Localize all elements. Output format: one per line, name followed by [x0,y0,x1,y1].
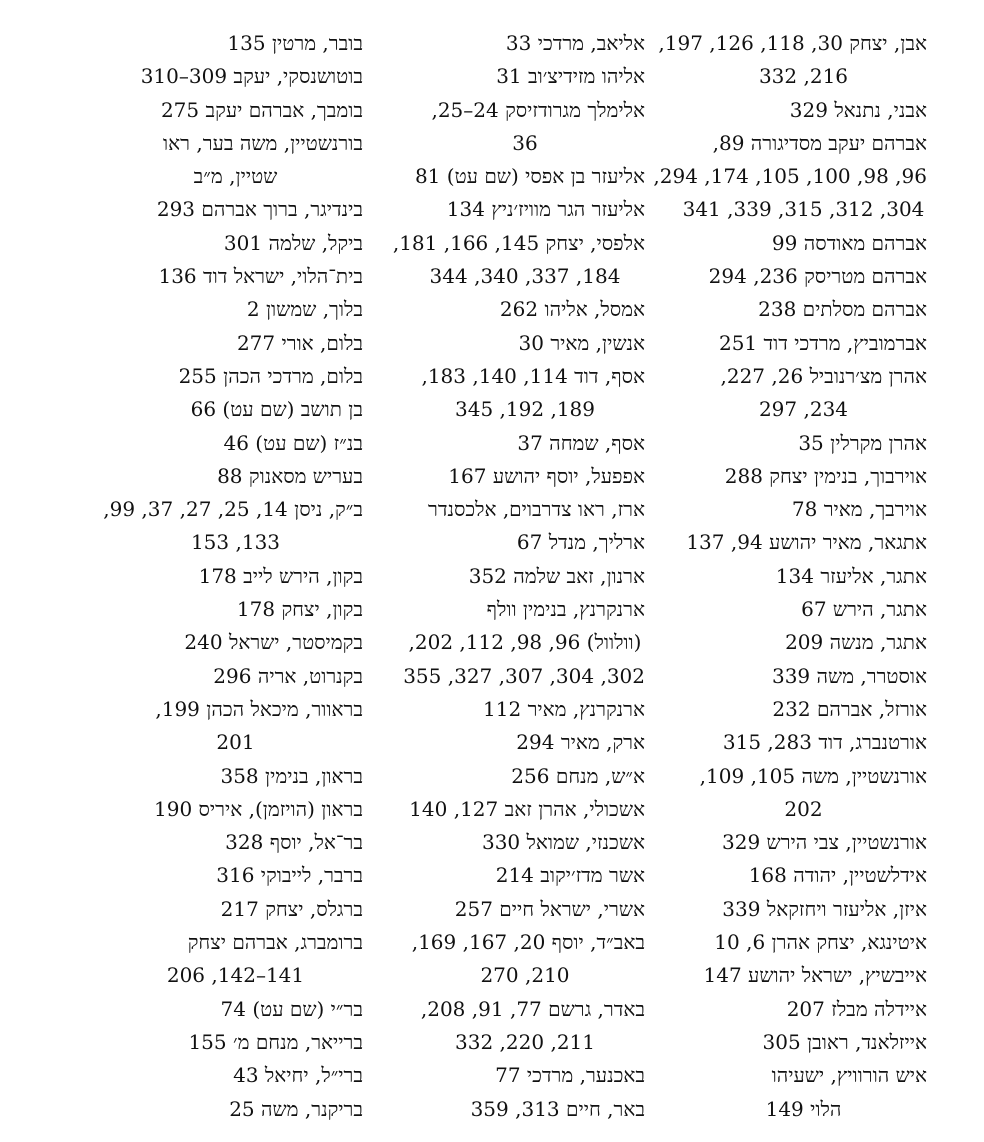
index-entry: אתגר, אליעזר 134 [775,563,927,588]
index-entry: אסף, שמחה 37 [517,430,645,455]
index-entry: אברהם מסלתים 238 [758,297,927,322]
index-entry: ב״ק, ניסן 14, 25, 27, 37, 99, [103,497,363,522]
index-entry: בר״י (שם עט) 74 [220,996,363,1021]
index-entry: בראוור, מיכאל הכהן 199, [155,696,363,721]
index-entry-continuation: 201 [216,730,255,755]
index-entry: אברהם מטריסק 236, 294 [708,264,927,289]
index-entry: בורנשטיין, משה בער, ראו [163,130,363,155]
index-entry: בקון, יצחק 178 [236,597,363,622]
index-entry: אתגר, מנשה 209 [785,630,927,655]
index-entry: אשר מדז׳יקוב 214 [495,863,645,888]
index-entry: אמסל, אליהו 262 [499,297,645,322]
index-entry: ברי״ל, יחיאל 43 [233,1063,363,1088]
index-entry: בלום, אורי 277 [236,330,363,355]
index-entry: בנ״ז (שם עט) 46 [223,430,363,455]
index-column-right [653,27,927,1126]
index-entry: ארז, ראו צדרבוים, אלכסנדר [428,497,645,522]
index-entry: ארליך, מנדל 67 [516,530,645,555]
index-entry: אלפסי, יצחק 145, 166, 181, [392,230,645,255]
index-entry: אשכנזי, שמואל 330 [481,830,645,855]
index-entry: אליהו מזידיצ׳וב 31 [496,64,645,89]
index-entry-continuation: 304, 312, 315, 339, 341 [682,197,925,222]
index-entry: איטינגא, יצחק אהרן 6, 10 [714,930,927,955]
index-entry: אברמוביץ, מרדכי דוד 251 [718,330,927,355]
index-entry: בראון, בנימין 358 [220,763,363,788]
index-entry-continuation: 133, 153 [190,530,281,555]
index-entry: באדר, גרשם 77, 91, 208, [420,996,645,1021]
index-entry: בומבך, אברהם יעקב 275 [160,97,363,122]
index-entry: בית־הלוי, ישראל דוד 136 [158,264,363,289]
index-column-middle [392,27,645,1126]
index-entry: ארנון, זאב שלמה 352 [468,563,645,588]
index-entry: ברבר, לייבוקי 316 [216,863,363,888]
index-entry: בלום, מרדכי הכהן 255 [178,363,363,388]
index-entry: אידלשטיין, יהודה 168 [748,863,927,888]
index-entry: אורטנברג, דוד 283, 315 [722,730,927,755]
index-entry-continuation: 96, 98, 100, 105, 174, 294, [653,164,927,189]
index-entry: ברגלס, יצחק 217 [220,896,363,921]
index-entry-continuation: 234, 297 [758,397,849,422]
index-entry: איזן, אליעזר ויחזקאל 339 [722,896,927,921]
index-entry: אלימלך מגרודזיסק 24–25, [431,97,645,122]
index-entry: אוסטרר, משה 339 [771,663,927,688]
index-entry: בינדיגר, ברוך אברהם 293 [156,197,363,222]
index-entry: ברייאר, מנחם מ׳ 155 [188,1029,363,1054]
index-entry: אייזלאנד, ראובן 305 [762,1029,927,1054]
index-entry-continuation: 141–142, 206 [166,963,305,988]
index-entry: אורנשטיין, צבי הירש 329 [722,830,927,855]
index-entry: באר, חיים 313, 359 [470,1096,645,1121]
index-entry: בקמיסטר, ישראל 240 [184,630,363,655]
index-entry-continuation: שטיין, מ״ב [193,164,278,189]
index-entry-continuation: 202 [784,796,823,821]
index-entry: באב״ד, יוסף 20, 167, 169, [411,930,645,955]
index-entry: אברהם מאודסה 99 [771,230,927,255]
index-entry-continuation: (וולוול) 96, 98, 112, 202, [408,630,642,655]
index-entry: אבני, נתנאל 329 [789,97,927,122]
index-entry: אוירבוך, בנימין יצחק 288 [724,463,927,488]
index-entry: אהרן מצ׳רנוביל 26, 227, [720,363,927,388]
index-entry: ברומברג, אברהם יצחק [187,930,363,955]
index-entry: ארק, מאיר 294 [516,730,645,755]
index-entry: בוטושנסקי, יעקב 309–310 [140,64,363,89]
index-entry: אשכולי, אהרן זאב 127, 140 [409,796,645,821]
index-entry: בן תושב (שם עט) 66 [190,397,363,422]
index-entry-continuation: 216, 332 [758,64,849,89]
index-entry-continuation: 302, 304, 307, 327, 355 [403,663,645,688]
index-entry: אנשין, מאיר 30 [518,330,645,355]
index-entry-continuation: 184, 337, 340, 344 [429,264,621,289]
index-entry: אפפעל, יוסף יהושע 167 [448,463,645,488]
index-entry: בריקנר, משה 25 [229,1096,363,1121]
index-entry: בעריש מסאנוק 88 [217,463,363,488]
index-entry: אליאב, מרדכי 33 [505,31,645,55]
index-entry: א״ש, מנחם 256 [511,763,645,788]
index-entry: איידלה מבלז 207 [786,996,927,1021]
index-entry: אייבשיץ, ישראל יהושע 147 [703,963,927,988]
index-entry: אורזל, אברהם 232 [772,696,927,721]
index-entry: אסף, דוד 114, 140, 183, [421,363,645,388]
index-entry: אתגאר, מאיר יהושע 94, 137 [686,530,927,555]
index-entry: אליעזר בן אפסי (שם עט) 81 [414,164,645,189]
index-entry: בראון (הויזמן), איריס 190 [154,796,363,821]
index-entry: ביקל, שלמה 301 [223,230,363,255]
index-entry: ארנקרנץ, בנימין וולף [486,597,645,622]
index-column-left [103,27,363,1126]
index-entry: איש הורוויץ, ישעיהו [771,1063,927,1088]
index-entry: אוירבך, מאיר 78 [791,497,927,522]
index-entry: בובר, מרטין 135 [227,31,363,55]
index-entry: אורנשטיין, משה 105, 109, [699,763,927,788]
index-entry: בקון, הירש לייב 178 [198,563,363,588]
index-entry: אהרן מקרלין 35 [798,430,927,455]
index-entry-continuation: 210, 270 [480,963,570,988]
index-entry: אשרי, ישראל חיים 257 [454,896,645,921]
index-entry: באכנער, מרדכי 77 [495,1063,645,1088]
index-entry-continuation: 36 [512,130,538,155]
index-entry: בר־אל, יוסף 328 [225,830,363,855]
index-entry-continuation: 211, 220, 332 [455,1029,595,1054]
index-entry: אתגר, הירש 67 [801,597,927,622]
index-entry: בקנרוט, אריה 296 [213,663,363,688]
index-entry-continuation: 189, 192, 345 [455,397,595,422]
index-entry: בלוך, שמשון 2 [246,297,363,322]
index-entry: אליעזר הגר מוויז׳ניץ 134 [446,197,645,222]
index-entry: אבן, יצחק 30, 118, 126, 197, [658,31,927,55]
index-entry-continuation: הלוי 149 [765,1096,842,1121]
index-entry: ארנקרנץ, מאיר 112 [483,696,645,721]
index-entry: אברהם יעקב מסדיגורה 89, [712,130,927,155]
